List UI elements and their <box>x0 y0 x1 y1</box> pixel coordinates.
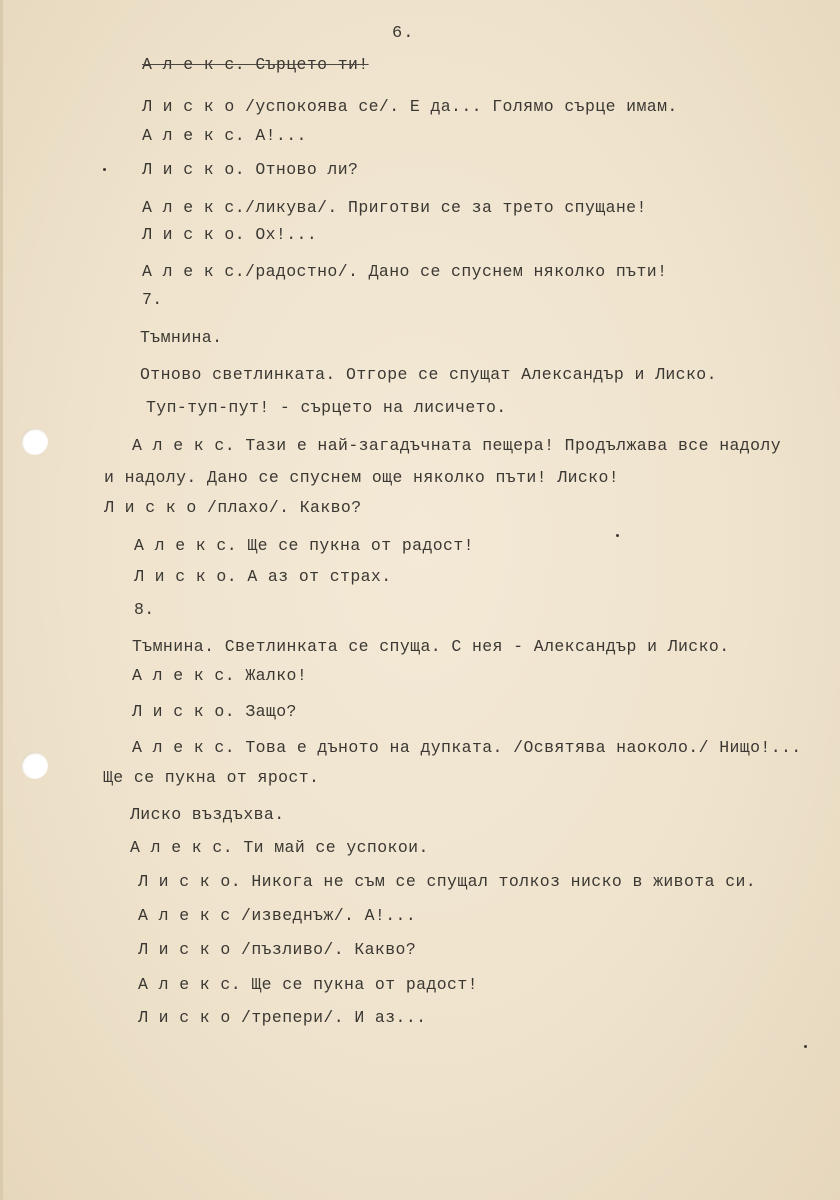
stage-direction: Отново светлинката. Отгоре се спущат Александър и Лиско. <box>140 365 717 384</box>
stage-direction: Туп-туп-пут! - сърцето на лисичето. <box>146 398 507 417</box>
ink-speck <box>804 1045 807 1048</box>
script-line: Л и с к о. Отново ли? <box>142 160 359 179</box>
page-number: 6. <box>392 24 415 43</box>
stage-direction: Лиско въздъхва. <box>130 805 285 824</box>
script-line: А л е к с /изведнъж/. А!... <box>138 906 417 925</box>
script-line: Л и с к о. А аз от страх. <box>134 567 392 586</box>
script-line: Л и с к о /успокоява се/. Е да... Голямо сърце имам. <box>142 97 678 116</box>
stage-direction: Тъмнина. <box>140 328 223 347</box>
script-line: Ще се пукна от ярост. <box>103 768 320 787</box>
script-line: А л е к с. Това е дъното на дупката. /Освятява наоколо./ Нищо!... <box>132 738 802 757</box>
paper-edge <box>0 0 3 1200</box>
script-line: А л е к с. Ще се пукна от радост! <box>134 536 474 555</box>
script-line: А л е к с. Сърцето ти! <box>142 55 369 74</box>
scene-number: 7. <box>142 290 163 309</box>
script-line: А л е к с./ликува/. Приготви се за трето спущане! <box>142 198 647 217</box>
scene-number: 8. <box>134 600 155 619</box>
script-line: Л и с к о. Ох!... <box>142 225 318 244</box>
punch-hole-bottom <box>21 752 48 779</box>
script-line: А л е к с. Ще се пукна от радост! <box>138 975 478 994</box>
ink-speck <box>103 168 106 171</box>
script-line: А л е к с./радостно/. Дано се спуснем няколко пъти! <box>142 262 668 281</box>
script-line: А л е к с. А!... <box>142 126 307 145</box>
script-line: Л и с к о. Никога не съм се спущал толкоз ниско в живота си. <box>138 872 757 891</box>
script-line: А л е к с. Ти май се успокои. <box>130 838 429 857</box>
ink-speck <box>616 534 619 537</box>
script-line: Л и с к о. Защо? <box>132 702 297 721</box>
script-line: Л и с к о /трепери/. И аз... <box>138 1008 427 1027</box>
script-line: Л и с к о /пъзливо/. Какво? <box>138 940 417 959</box>
script-line: и надолу. Дано се спуснем още няколко пъти! Лиско! <box>104 468 620 487</box>
script-line: Л и с к о /плахо/. Какво? <box>104 498 362 517</box>
punch-hole-top <box>21 428 48 455</box>
script-line: А л е к с. Жалко! <box>132 666 308 685</box>
stage-direction: Тъмнина. Светлинката се спуща. С нея - Александър и Лиско. <box>132 637 730 656</box>
script-line: А л е к с. Тази е най-загадъчната пещера! Продължава все надолу <box>132 436 782 455</box>
